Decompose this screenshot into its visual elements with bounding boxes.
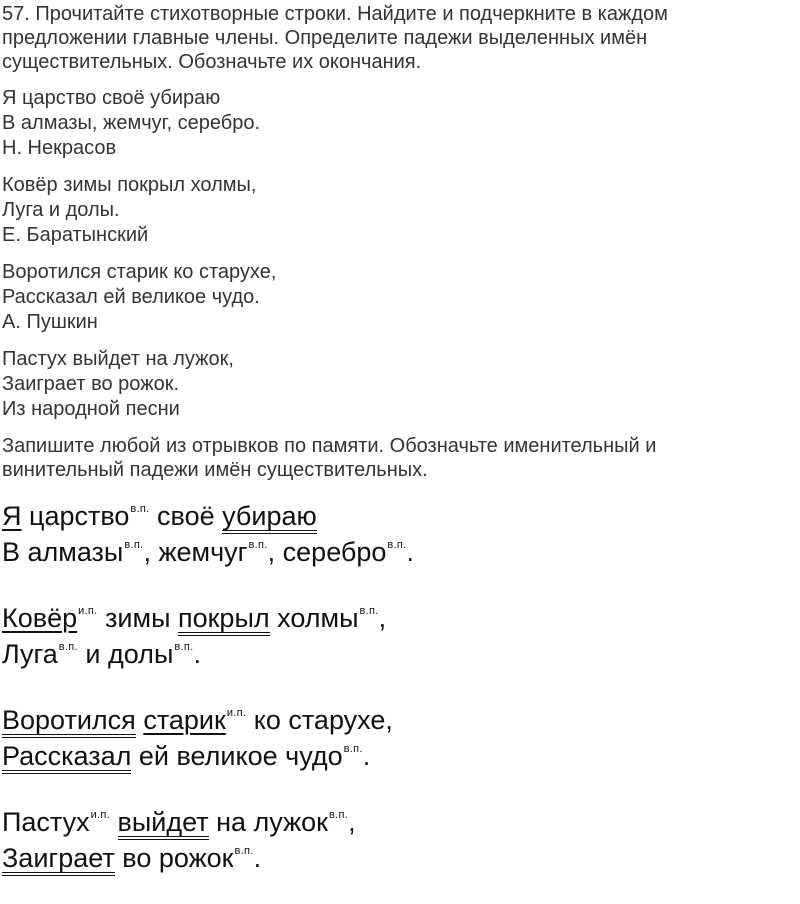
predicate-word: Рассказал — [2, 742, 131, 774]
answer-text: Луга — [2, 639, 58, 669]
poem-line: Рассказал ей великое чудо. — [2, 286, 260, 308]
answer-text: . — [406, 537, 415, 567]
answer-text: холмы — [269, 603, 359, 633]
answer-text: ей великое чудо — [131, 741, 343, 771]
poem-stanza — [2, 173, 798, 248]
poem-line: Пастух выйдет на лужок, — [2, 348, 234, 370]
case-label: и.п. — [226, 707, 247, 719]
predicate-word: Заиграет — [2, 844, 115, 876]
case-label: в.п. — [130, 503, 150, 515]
poem-line: Ковёр зимы покрыл холмы, — [2, 174, 257, 196]
predicate-word: покрыл — [178, 604, 270, 636]
case-label: в.п. — [174, 641, 194, 653]
answer-text: Пастух — [2, 807, 90, 837]
case-label: в.п. — [234, 845, 254, 857]
predicate-word: выйдет — [118, 808, 209, 840]
predicate-word: убираю — [222, 502, 317, 534]
answer-line — [2, 534, 798, 570]
answer-stanza — [2, 702, 798, 774]
answer-text: , серебро — [267, 537, 387, 567]
poem-author: Е. Баратынский — [2, 224, 149, 246]
subject-word: старик — [143, 705, 226, 735]
poem-line: Заиграет во рожок. — [2, 373, 180, 395]
answer-stanza — [2, 600, 798, 672]
answer-line — [2, 804, 798, 840]
poem-stanza — [2, 260, 798, 335]
instruction — [2, 434, 798, 482]
answer-block — [2, 498, 798, 876]
answer-text: царство — [21, 501, 130, 531]
answer-text: , жемчуг — [143, 537, 248, 567]
case-label: в.п. — [387, 539, 407, 551]
page — [2, 0, 798, 876]
answer-text: , — [348, 807, 356, 837]
case-label: в.п. — [329, 809, 349, 821]
task-title-line: предложении главные члены. Определите падежи выделенных имён — [2, 27, 648, 49]
answer-text: и долы — [77, 639, 174, 669]
answer-text: . — [253, 843, 262, 873]
answer-line — [2, 840, 798, 876]
answer-text: В алмазы — [2, 537, 124, 567]
case-label: в.п. — [359, 605, 379, 617]
case-label: в.п. — [124, 539, 144, 551]
poem-stanza — [2, 347, 798, 422]
instruction-line: Запишите любой из отрывков по памяти. Обозначьте именительный и — [2, 435, 657, 457]
answer-text — [110, 807, 118, 837]
predicate-word: Воротился — [2, 706, 136, 738]
case-label: в.п. — [343, 743, 363, 755]
poem-line: Луга и долы. — [2, 199, 120, 221]
task-title-line: 57. Прочитайте стихотворные строки. Найдите и подчеркните в каждом — [2, 3, 668, 25]
answer-text: зимы — [97, 603, 178, 633]
answer-text: на лужок — [208, 807, 328, 837]
task-title-line: существительных. Обозначьте их окончания. — [2, 51, 422, 73]
case-label: в.п. — [58, 641, 78, 653]
poem-line: Воротился старик ко старухе, — [2, 261, 277, 283]
answer-line — [2, 738, 798, 774]
poem-author: Н. Некрасов — [2, 137, 117, 159]
answer-text: во рожок — [114, 843, 234, 873]
answer-line — [2, 498, 798, 534]
poem-line: В алмазы, жемчуг, серебро. — [2, 112, 261, 134]
task-title — [2, 2, 798, 74]
answer-stanza — [2, 804, 798, 876]
subject-word: Ковёр — [2, 603, 78, 633]
poem-author: А. Пушкин — [2, 311, 98, 333]
poem-line: Я царство своё убираю — [2, 87, 221, 109]
answer-line — [2, 702, 798, 738]
case-label: и.п. — [78, 605, 98, 617]
answer-line — [2, 636, 798, 672]
answer-text: ко старухе, — [246, 705, 393, 735]
answer-text: своё — [149, 501, 223, 531]
subject-word: Я — [2, 501, 22, 531]
answer-text: , — [378, 603, 387, 633]
instruction-line: винительный падежи имён существительных. — [2, 459, 428, 481]
poem-author: Из народной песни — [2, 398, 180, 420]
answer-stanza — [2, 498, 798, 570]
answer-text: . — [193, 639, 201, 669]
answer-line — [2, 600, 798, 636]
poem-stanza — [2, 86, 798, 161]
answer-text: . — [362, 741, 371, 771]
case-label: в.п. — [248, 539, 268, 551]
task-block — [2, 2, 798, 482]
case-label: и.п. — [90, 809, 111, 821]
